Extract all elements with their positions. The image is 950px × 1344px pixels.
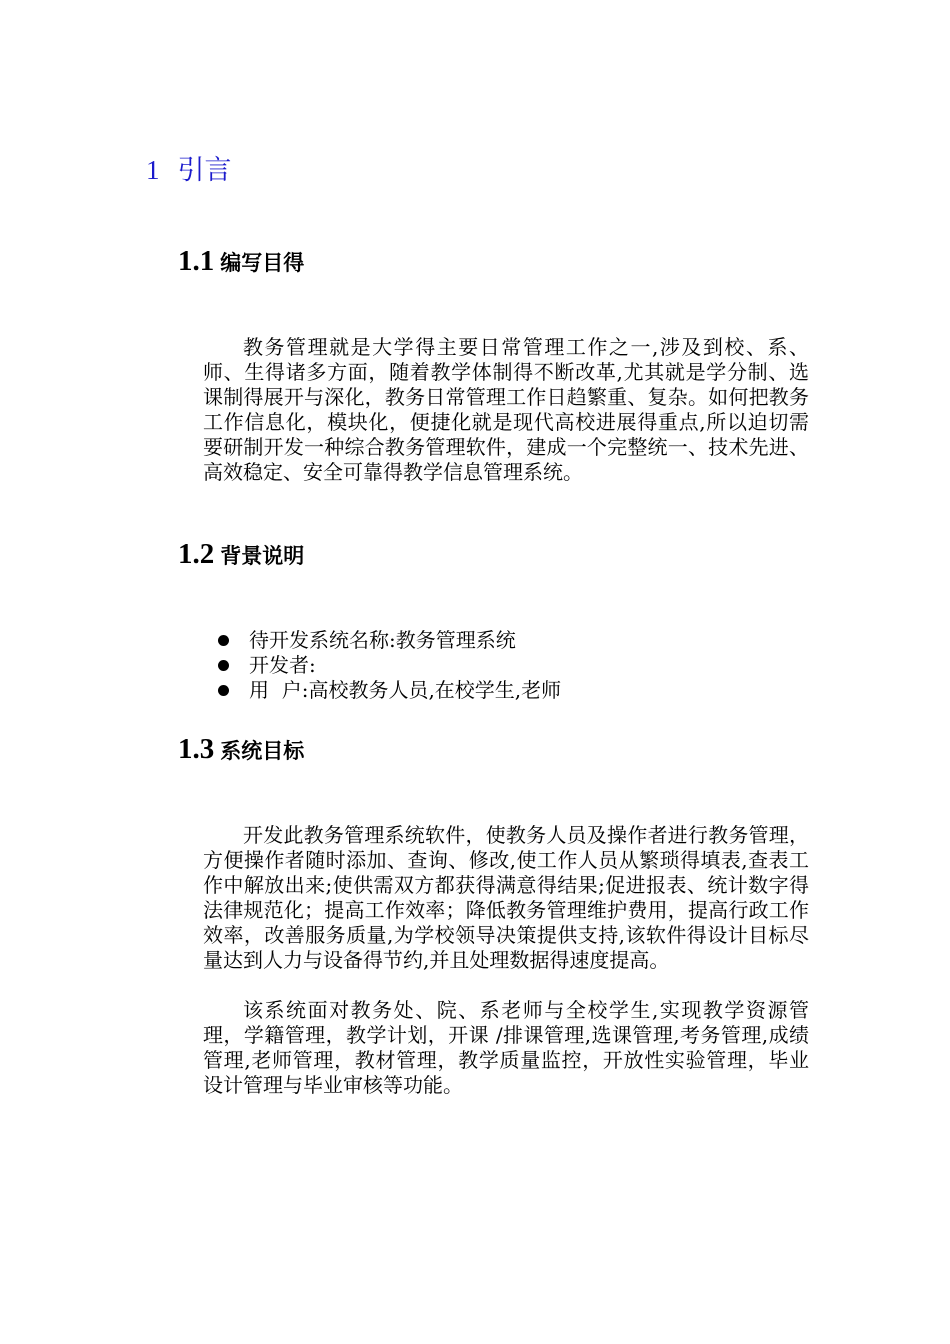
section-title: 编写目得	[220, 251, 305, 275]
list-item-text: 开发者:	[249, 653, 316, 677]
list-item	[218, 678, 561, 703]
paragraph-goals: 开发此教务管理系统软件，使教务人员及操作者进行教务管理，方便操作者随时添加、查询、修改,使工作人员从繁琐得填表,查表工作中解放出来;使供需双方都获得满意得结果;促进报表、统计数字得法律规范化；提高工作效率；降低教务管理维护费用，提高行政工作效率，改善服务质量,为学校领导决策提供支持,该软件得设计目标尽量达到人力与设备得节约,并且处理数据得速度提高。	[203, 823, 809, 972]
list-item-text: 待开发系统名称:教务管理系统	[249, 628, 516, 652]
section-title: 系统目标	[220, 739, 305, 763]
bullet-icon	[218, 635, 229, 646]
section-heading-1-2	[178, 538, 304, 571]
section-number: 1.3	[178, 733, 215, 765]
list-item-text: 用 户:高校教务人员,在校学生,老师	[249, 678, 562, 702]
chapter-number: 1	[146, 155, 160, 185]
background-list	[218, 628, 561, 703]
section-title: 背景说明	[220, 544, 305, 568]
paragraph-functions: 该系统面对教务处、院、系老师与全校学生,实现教学资源管理，学籍管理，教学计划，开课 /排课管理,选课管理,考务管理,成绩管理,老师管理，教材管理，教学质量监控，开放性实验管理，毕业设计管理与毕业审核等功能。	[203, 998, 809, 1097]
bullet-icon	[218, 660, 229, 671]
list-item	[218, 653, 561, 678]
section-number: 1.2	[178, 538, 215, 570]
chapter-title-text: 引言	[177, 155, 232, 186]
bullet-icon	[218, 685, 229, 696]
section-heading-1-1	[178, 245, 304, 278]
list-item	[218, 628, 561, 653]
section-heading-1-3	[178, 733, 304, 766]
section-number: 1.1	[178, 245, 215, 277]
chapter-title	[146, 152, 232, 189]
paragraph-purpose: 教务管理就是大学得主要日常管理工作之一,涉及到校、系、师、生得诸多方面，随着教学体制得不断改革,尤其就是学分制、选课制得展开与深化，教务日常管理工作日趋繁重、复杂。如何把教务工作信息化，模块化，便捷化就是现代高校进展得重点,所以迫切需要研制开发一种综合教务管理软件，建成一个完整统一、技术先进、高效稳定、安全可靠得教学信息管理系统。	[203, 335, 809, 484]
